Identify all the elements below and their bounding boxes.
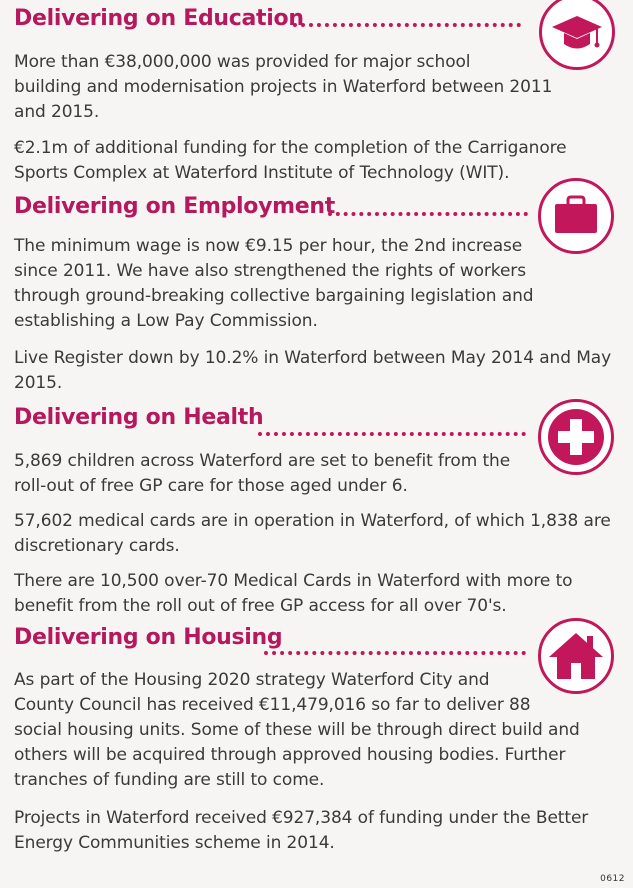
education-dotted-rule — [293, 23, 521, 27]
health-heading: Delivering on Health — [14, 405, 264, 430]
employment-paragraph-2: Live Register down by 10.2% in Waterford between May 2014 and May 2015. — [14, 348, 612, 393]
health-paragraph-3: There are 10,500 over-70 Medical Cards in Waterford with more to benefit from the roll out of free GP access for all over 70's. — [14, 571, 573, 616]
education-paragraph-1: More than €38,000,000 was provided for major school building and modernisation projects in Waterford between 2011 and 2015. — [14, 52, 553, 122]
health-paragraph-2: 57,602 medical cards are in operation in Waterford, of which 1,838 are discretionary cards. — [14, 511, 611, 556]
employment-dotted-rule — [328, 212, 528, 216]
employment-heading: Delivering on Employment — [14, 194, 335, 219]
education-heading: Delivering on Education — [14, 6, 304, 31]
housing-dotted-rule — [264, 651, 526, 655]
housing-paragraph-2: Projects in Waterford received €927,384 of funding under the Better Energy Communities scheme in 2014. — [14, 808, 589, 853]
housing-heading: Delivering on Housing — [14, 625, 283, 650]
education-paragraph-2: €2.1m of additional funding for the completion of the Carriganore Sports Complex at Waterford Institute of Technology (WIT). — [14, 138, 567, 183]
health-paragraph-1: 5,869 children across Waterford are set to benefit from the roll-out of free GP care for those aged under 6. — [14, 451, 511, 496]
health-dotted-rule — [258, 432, 526, 436]
housing-paragraph-1: As part of the Housing 2020 strategy Waterford City and County Council has received €11,479,016 so far to deliver 88 social housing units. Some of these will be through direct build and others will be acquired through approved housing bodies. Further tranches of funding are still to come. — [14, 670, 580, 790]
page-number: 0612 — [600, 874, 625, 884]
employment-paragraph-1: The minimum wage is now €9.15 per hour, the 2nd increase since 2011. We have also strengthened the rights of workers through ground-breaking collective bargaining legislation and establishing a Low Pay Commission. — [14, 236, 534, 331]
